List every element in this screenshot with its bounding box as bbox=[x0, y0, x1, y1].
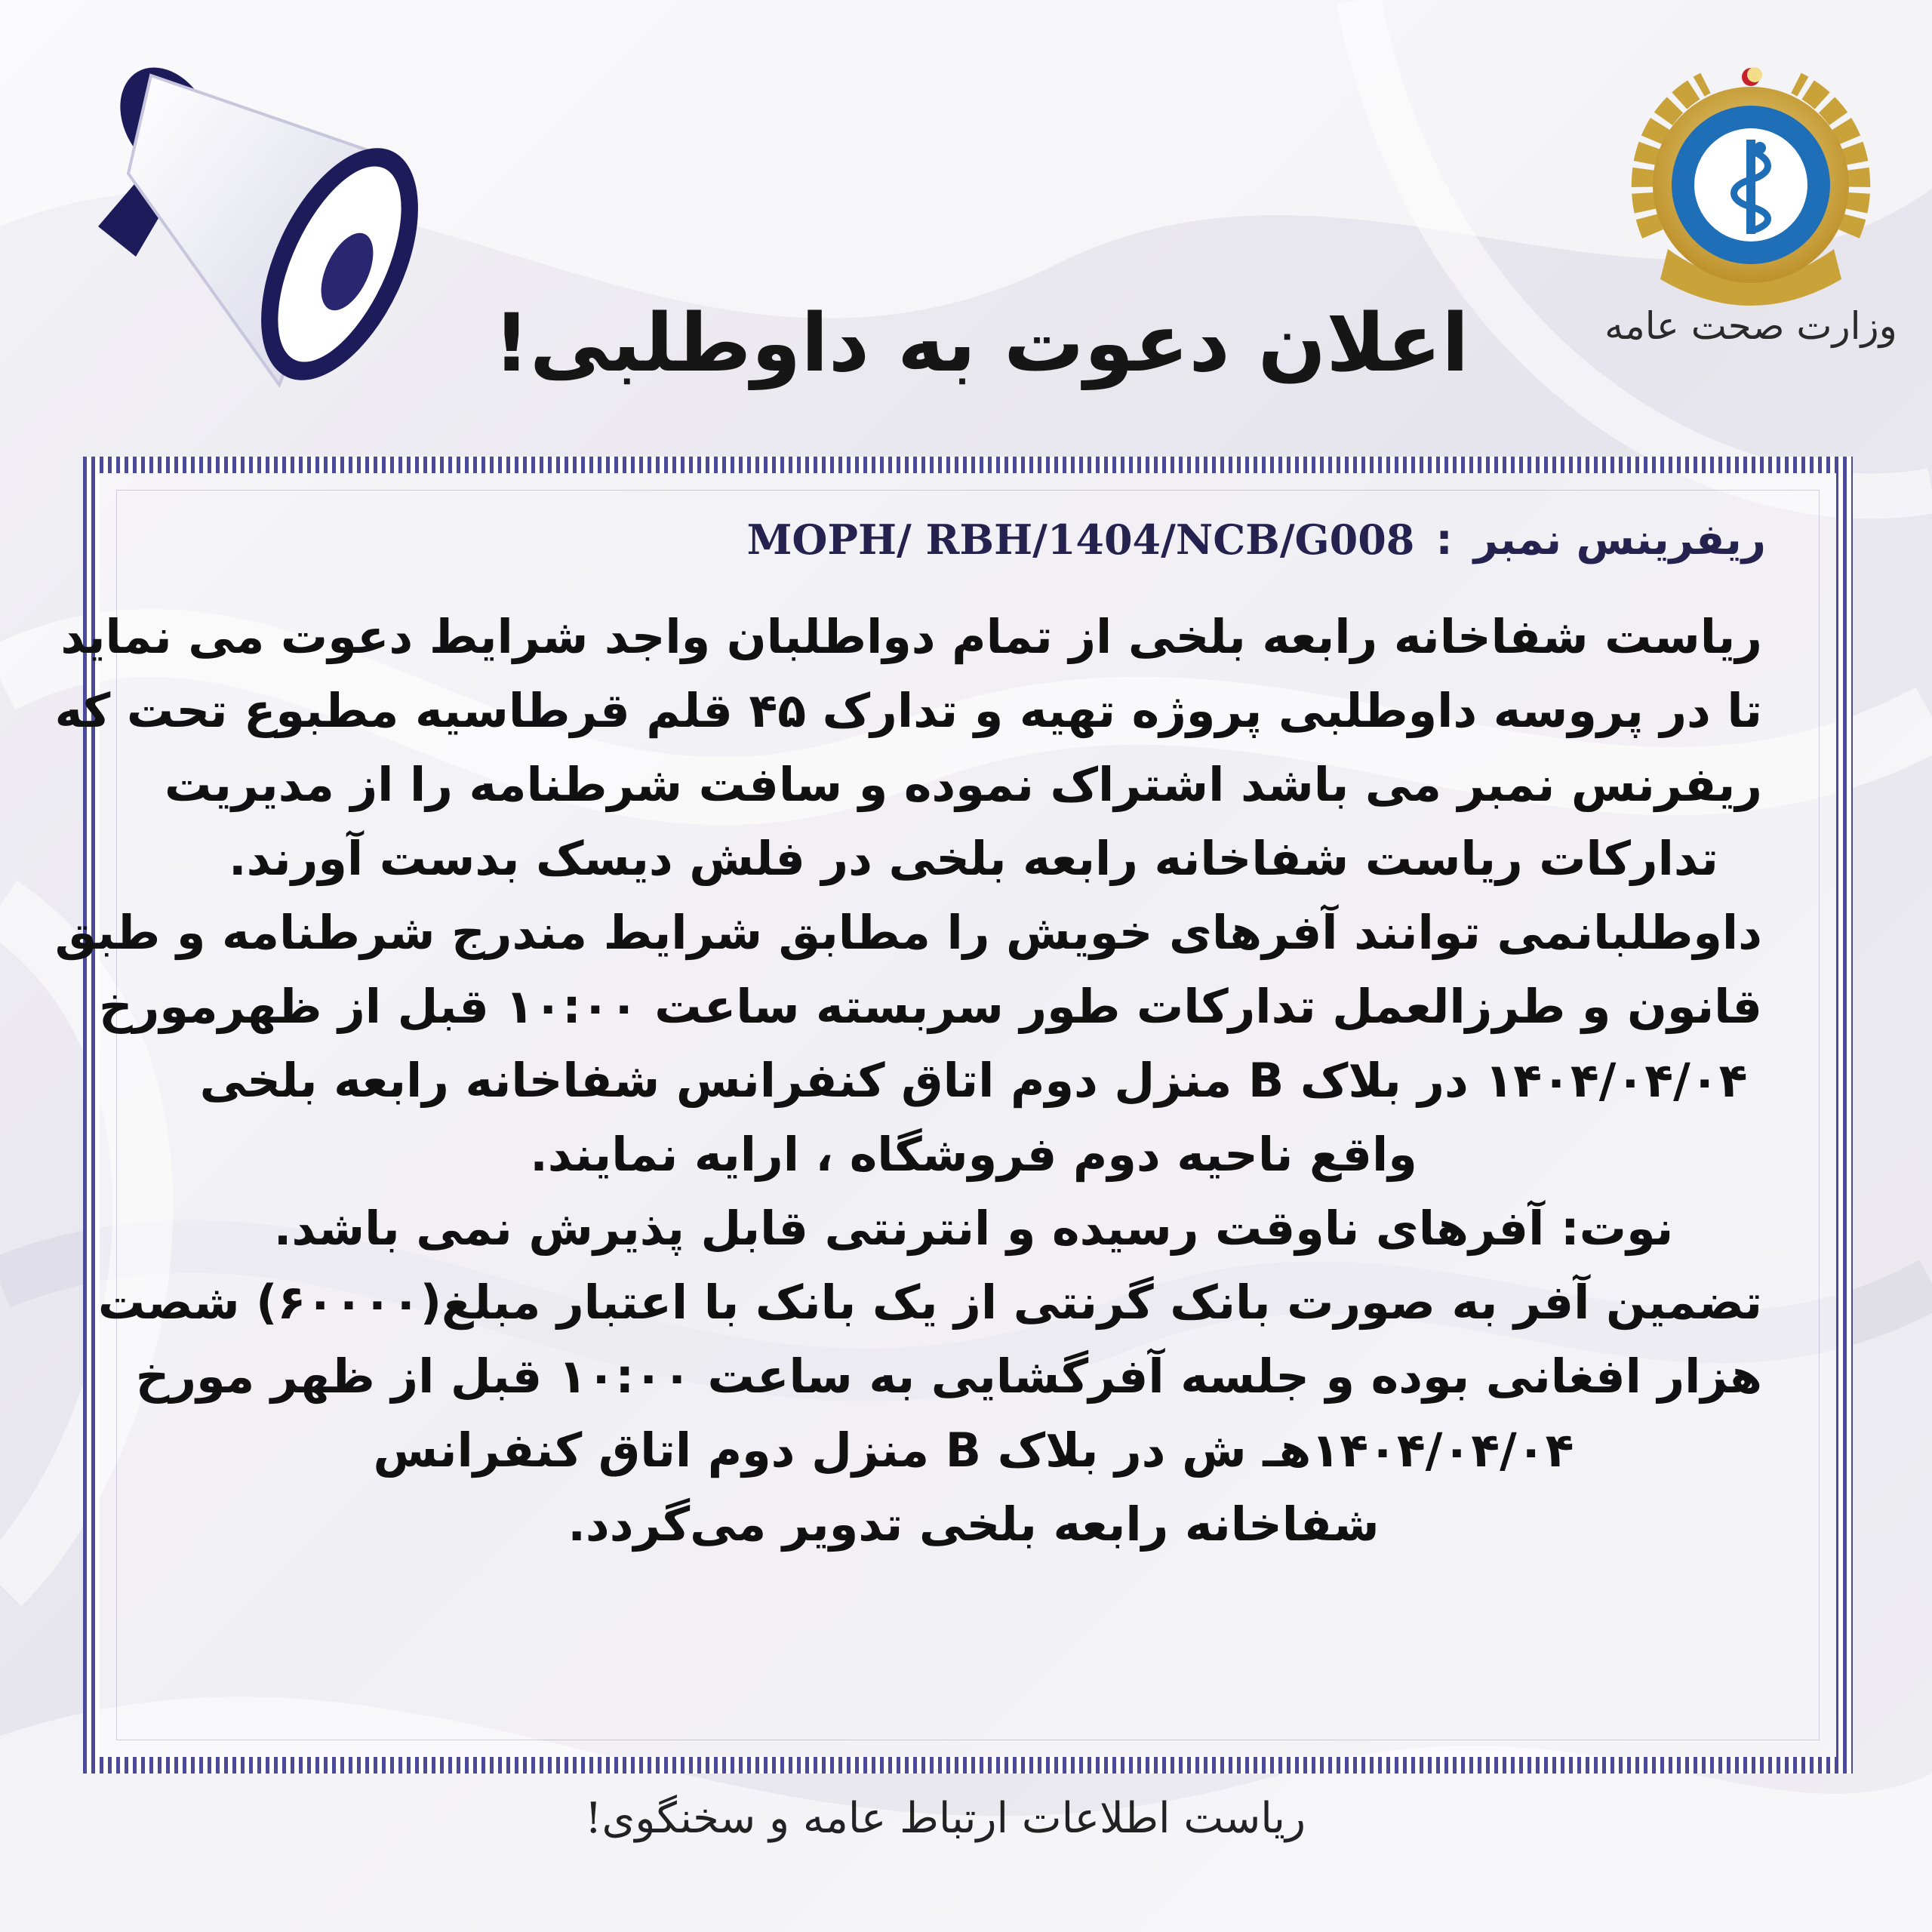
reference-separator: : bbox=[1435, 515, 1453, 565]
reference-value: MOPH/ RBH/1404/NCB/G008 bbox=[746, 515, 1415, 564]
body-line: هزار افغانی بوده و جلسه آفرگشایی به ساعت ۱۰:۰۰ قبل از ظهر مورخ bbox=[135, 1349, 1762, 1404]
body-line: قانون و طرزالعمل تدارکات طور سربسته ساعت ۱۰:۰۰ قبل از ظهرمورخ bbox=[98, 979, 1762, 1034]
body-line: تضمین آفر به صورت بانک گرنتی از یک بانک با اعتبار مبلغ(۶۰۰۰۰) شصت bbox=[97, 1275, 1762, 1330]
body-line: ۱۴۰۴/۰۴/۰۴هـ ش در بلاک B منزل دوم اتاق کنفرانس bbox=[373, 1423, 1574, 1478]
ministry-name-script: وزارت صحت عامه bbox=[1604, 304, 1897, 348]
body-line: ۱۴۰۴/۰۴/۰۴ در بلاک B منزل دوم اتاق کنفرانس شفاخانه رابعه بلخی bbox=[199, 1053, 1748, 1108]
reference-label: ریفرینس نمبر bbox=[1473, 515, 1766, 565]
note-line: نوت: آفرهای ناوقت رسیده و انترنتی قابل پذیرش نمی باشد. bbox=[273, 1201, 1674, 1256]
body-line: تا در پروسه داوطلبی پروژه تهیه و تدارک ۴۵ قلم قرطاسیه مطبوع تحت که bbox=[54, 683, 1762, 738]
body-line: تدارکات ریاست شفاخانه رابعه بلخی در فلش دیسک بدست آورند. bbox=[229, 831, 1718, 886]
reference-number bbox=[679, 502, 1766, 577]
ministry-of-public-health-seal-icon bbox=[1623, 60, 1879, 325]
body-line: داوطلبانمی توانند آفرهای خویش را مطابق شرایط مندرج شرطنامه و طبق bbox=[54, 905, 1762, 960]
body-line: ریاست شفاخانه رابعه بلخی از تمام دواطلبان واجد شرایط دعوت می نماید bbox=[60, 609, 1762, 664]
footer-directorate-script: ریاست اطلاعات ارتباط عامه و سخنگوی! bbox=[585, 1794, 1306, 1843]
page-title: اعلان دعوت به داوطلبی! bbox=[493, 297, 1469, 389]
body-line: واقع ناحیه دوم فروشگاه ، ارایه نمایند. bbox=[530, 1127, 1417, 1182]
body-line: ریفرنس نمبر می باشد اشتراک نموده و سافت شرطنامه را از مدیریت bbox=[164, 757, 1762, 812]
body-line: شفاخانه رابعه بلخی تدویر می‌گردد. bbox=[568, 1497, 1380, 1552]
announcement-body bbox=[54, 600, 1762, 1561]
